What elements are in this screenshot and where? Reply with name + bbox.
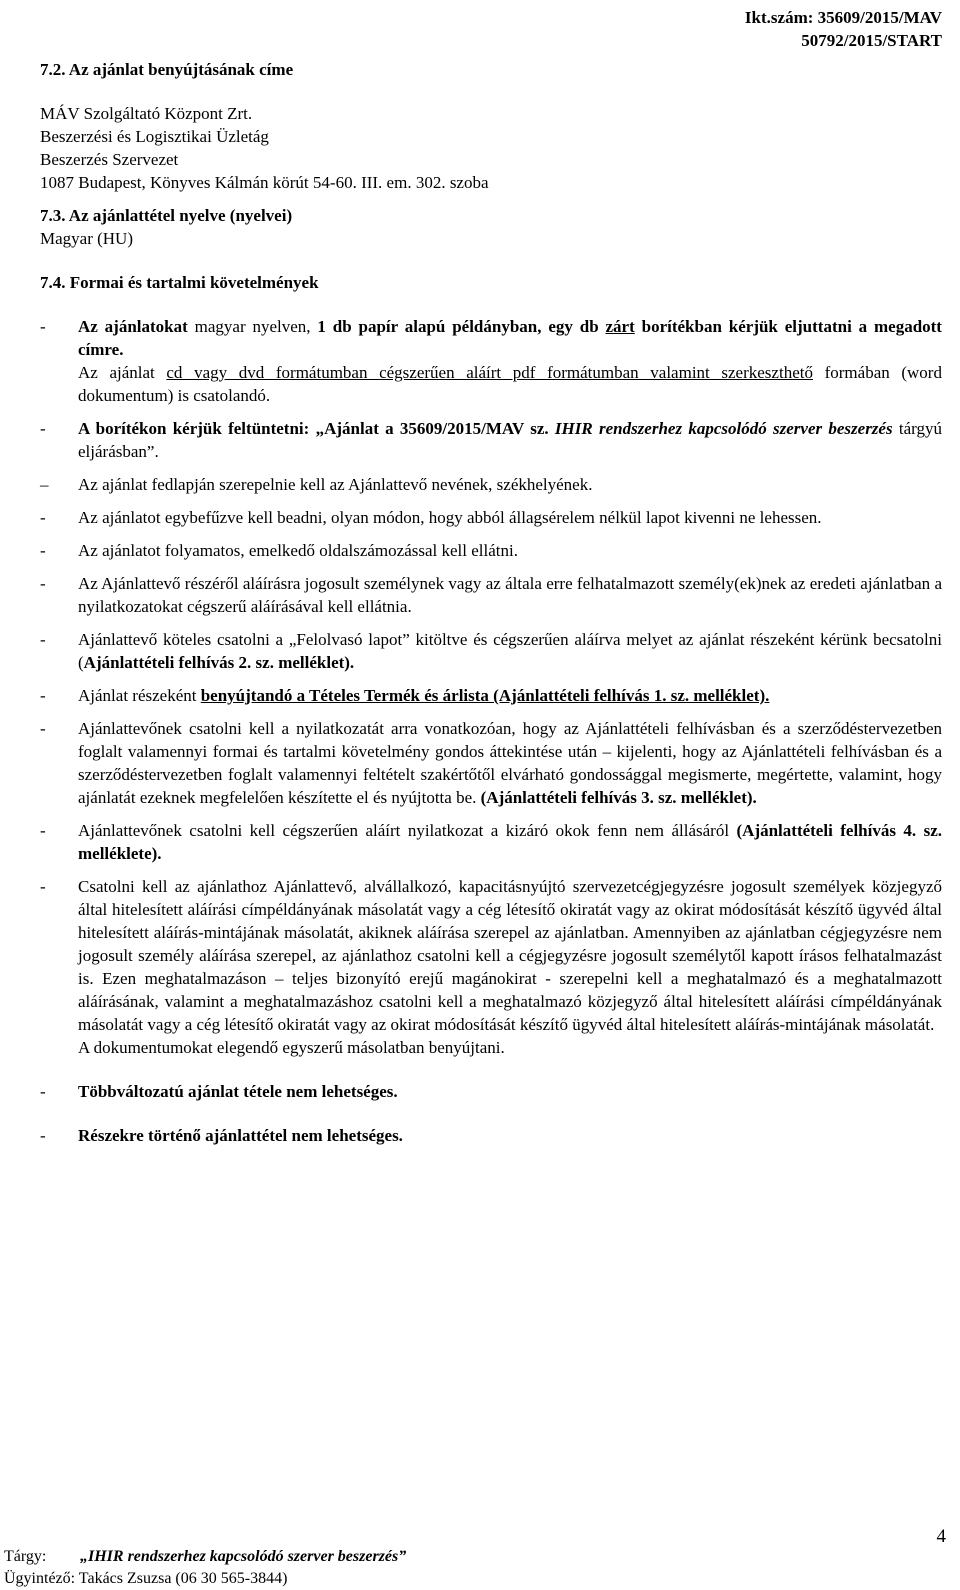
item-text: Az ajánlatot egybefűzve kell beadni, olyan módon, hogy abból állagsérelem nélkül lapot kivenni ne lehessen. (78, 508, 822, 527)
list-dash: - (40, 821, 46, 840)
item-text: magyar nyelven, (187, 317, 318, 336)
item-text: A dokumentumokat elegendő egyszerű másolatban benyújtani. (78, 1038, 505, 1057)
contact-line: Ügyintéző: Takács Zsuzsa (06 30 565-3844) (4, 1570, 288, 1587)
page-number: 4 (936, 1526, 946, 1547)
item-text: Az ajánlat (78, 363, 167, 382)
list-item (40, 1080, 942, 1103)
list-dash: - (40, 877, 46, 896)
item-text: Ajánlattevőnek csatolni kell cégszerűen aláírt nyilatkozat a kizáró okok fenn nem állásáról (78, 821, 737, 840)
list-dash: - (40, 686, 46, 705)
list-item (40, 417, 942, 463)
address-line-2: Beszerzési és Logisztikai Üzletág (40, 127, 269, 146)
item-text: Csatolni kell az ajánlathoz Ajánlattevő, alvállalkozó, kapacitásnyújtó szervezetcégjegyzésre jogosult személyek közjegyző által hitelesített aláírási címpéldányának másolatát vagy a cég létesítő okiratát vagy az okirat módosítását készítő ügyvéd által hitelesített aláírás-mintájának másolatát, akiknek aláírása szerepel az ajánlatban. Amennyiben az ajánlatban cégjegyzésre nem jogosult személy aláírása szerepel, az ajánlathoz csatolni kell a cégjegyzésre jogosult személytől kapott írásos felhatalmazást is. Ezen meghatalmazáson – teljes bizonyító erejű magánokirat - szerepelni kell a meghatalmazó és a meghatalmazott aláírásának, valamint a meghatalmazáshoz csatolni kell a meghatalmazó közjegyző által hitelesített aláírási címpéldányának másolatát vagy a cég létesítő okiratát vagy az okirat módosítását készítő ügyvéd által hitelesített aláírás-mintájának másolatát. (78, 877, 942, 1034)
item-text: A borítékon kérjük feltüntetni: „Ajánlat a 35609/2015/MAV sz. (78, 419, 555, 438)
reference-number-1: Ikt.szám: 35609/2015/MAV (744, 8, 942, 27)
list-dash: - (40, 574, 46, 593)
item-text: (Ajánlattételi felhívás 4. sz. melléklete). (78, 821, 942, 863)
item-text: Ajánlattevőnek csatolni kell a nyilatkozatát arra vonatkozóan, hogy az Ajánlattételi felhívásban és a szerződéstervezetben foglalt valamennyi formai és tartalmi követelmény gondos áttekintése után – kijelenti, hogy az Ajánlattételi felhívásban és a szerződéstervezetben foglalt valamennyi feltételt szakértőtől elvárható gondossággal megismerte, megértette, valamint, hogy ajánlatát ezeknek megfelelően készítette el és nyújtotta be. (78, 719, 942, 807)
list-item (40, 1124, 942, 1147)
item-text: (Ajánlattételi felhívás 3. sz. melléklet). (480, 788, 757, 807)
subject-value: „IHIR rendszerhez kapcsolódó szerver beszerzés” (80, 1548, 407, 1565)
section-7-2-title: 7.2. Az ajánlat benyújtásának címe (40, 60, 294, 79)
list-item (40, 819, 942, 865)
list-dash: - (40, 317, 46, 336)
item-text: Ajánlat részeként (78, 686, 201, 705)
list-dash: - (40, 1126, 46, 1145)
item-text: formában (word dokumentum) is csatolandó. (78, 363, 942, 405)
list-dash: - (40, 541, 46, 560)
item-text: Részekre történő ajánlattétel nem lehetséges. (78, 1126, 403, 1145)
item-text: Ajánlattételi felhívás 2. sz. melléklet). (83, 653, 355, 672)
list-dash: - (40, 630, 46, 649)
list-item (40, 473, 942, 496)
list-dash: - (40, 508, 46, 527)
address-line-1: MÁV Szolgáltató Központ Zrt. (40, 104, 253, 123)
item-text: Az Ajánlattevő részéről aláírásra jogosult személynek vagy az általa erre felhatalmazott személy(ek)nek az eredeti ajánlatban a nyilatkozatokat cégszerű aláírásával kell ellátnia. (78, 574, 942, 616)
list-item (40, 506, 942, 529)
address-line-3: Beszerzés Szervezet (40, 150, 179, 169)
item-text: Az ajánlat fedlapján szerepelnie kell az Ajánlattevő nevének, székhelyének. (78, 475, 593, 494)
list-item (40, 628, 942, 674)
item-text: Az ajánlatokat (78, 317, 188, 336)
item-text: Az ajánlatot folyamatos, emelkedő oldalszámozással kell ellátni. (78, 541, 518, 560)
list-item (40, 717, 942, 809)
section-7-4-title: 7.4. Formai és tartalmi követelmények (40, 273, 319, 292)
document-body (40, 58, 942, 1147)
list-item (40, 315, 942, 407)
subject-label: Tárgy: (4, 1548, 47, 1565)
list-dash: - (40, 419, 46, 438)
page-footer (4, 1546, 944, 1590)
item-text: borítékban kérjük eljuttatni a megadott címre. (78, 317, 942, 359)
item-text: benyújtandó a Tételes Termék és árlista (Ajánlattételi felhívás 1. sz. melléklet). (200, 686, 770, 705)
list-dash: – (40, 475, 49, 494)
list-item (40, 684, 942, 707)
item-text: IHIR rendszerhez kapcsolódó szerver beszerzés (554, 419, 893, 438)
language-value: Magyar (HU) (40, 229, 133, 248)
item-text: Többváltozatú ajánlat tétele nem lehetséges. (78, 1082, 398, 1101)
item-text: zárt (605, 317, 635, 336)
item-text: 1 db papír alapú példányban, egy db (317, 317, 606, 336)
list-item (40, 572, 942, 618)
item-text: tárgyú eljárásban”. (78, 419, 942, 461)
document-reference (745, 6, 942, 52)
section-7-3-title: 7.3. Az ajánlattétel nyelve (nyelvei) (40, 206, 293, 225)
reference-number-2: 50792/2015/START (801, 31, 942, 50)
address-line-4: 1087 Budapest, Könyves Kálmán körút 54-60. III. em. 302. szoba (40, 173, 489, 192)
list-dash: - (40, 1082, 46, 1101)
list-item (40, 875, 942, 1059)
item-text: Ajánlattevő köteles csatolni a „Felolvasó lapot” kitöltve és cégszerűen aláírva melyet az ajánlat részeként kérünk becsatolni ( (78, 630, 942, 672)
list-item (40, 539, 942, 562)
item-text: cd vagy dvd formátumban cégszerűen aláírt pdf formátumban valamint szerkeszthető (166, 363, 813, 382)
list-dash: - (40, 719, 46, 738)
